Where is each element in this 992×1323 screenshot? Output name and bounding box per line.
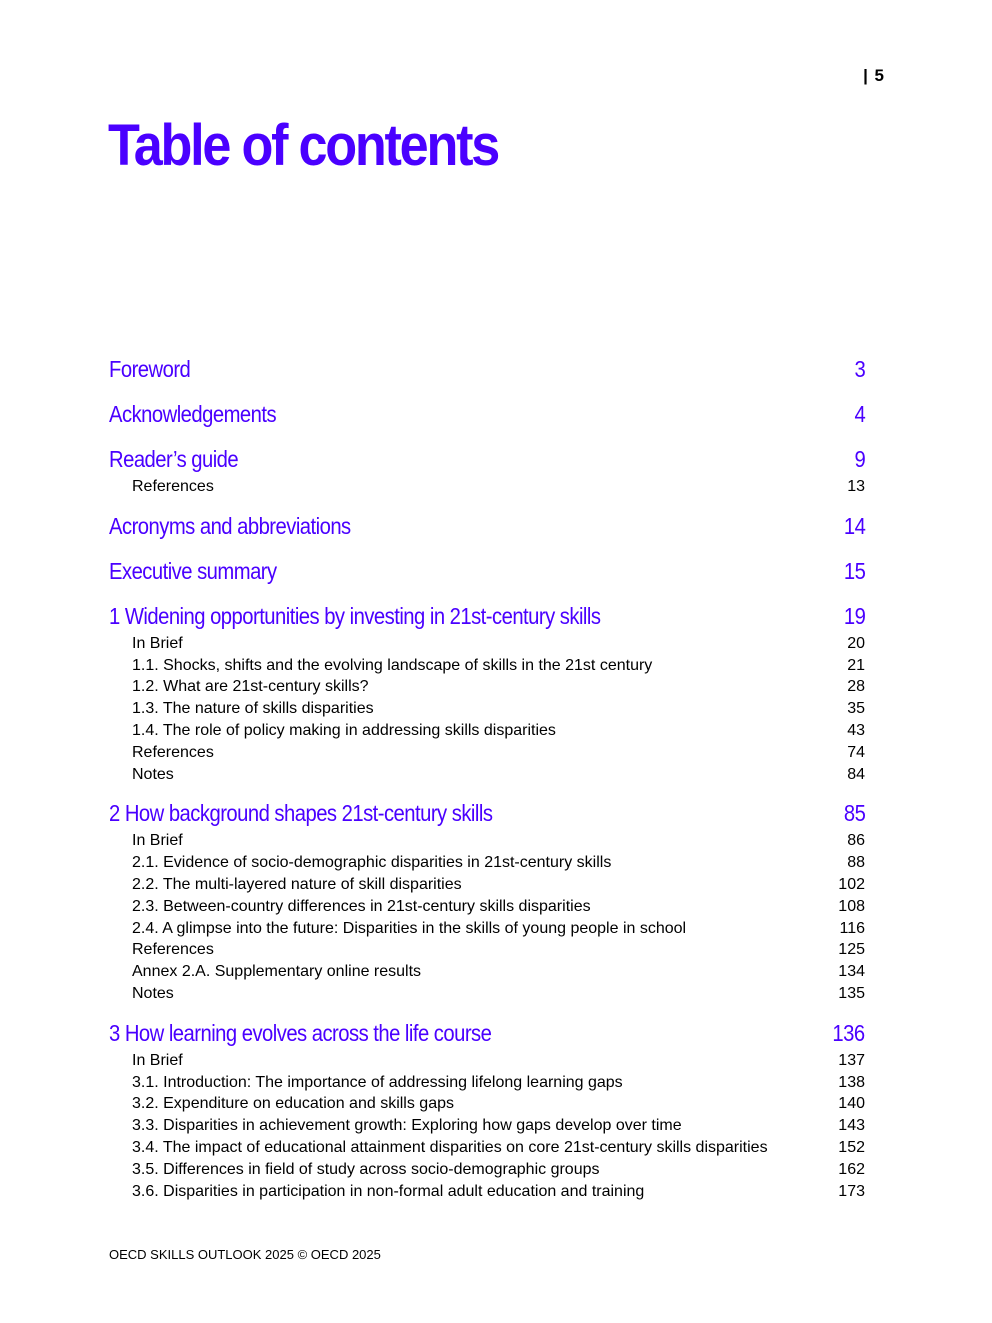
toc-entry-label[interactable]: Foreword (109, 356, 191, 382)
toc-entry-label[interactable]: 1 Widening opportunities by investing in 21st-century skills (109, 602, 601, 629)
toc-entry-page-number[interactable]: 84 (847, 765, 865, 783)
toc-chapter-entry[interactable] (109, 796, 865, 830)
toc-entry-page-number[interactable]: 136 (832, 1019, 865, 1046)
toc-entry-page-number[interactable]: 4 (854, 401, 865, 427)
toc-entry-label[interactable]: In Brief (132, 832, 183, 850)
toc-entry-label[interactable]: 1.3. The nature of skills disparities (132, 700, 374, 718)
toc-entry-page-number[interactable]: 13 (847, 478, 865, 495)
toc-entry-page-number[interactable]: 134 (838, 963, 865, 981)
toc-section-entry[interactable] (109, 676, 865, 698)
toc-section-entry[interactable] (109, 983, 865, 1005)
toc-entry-page-number[interactable]: 140 (838, 1095, 865, 1113)
toc-entry-label[interactable]: References (132, 478, 214, 495)
toc-entry-label[interactable]: 1.1. Shocks, shifts and the evolving landscape of skills in the 21st century (132, 656, 653, 674)
toc-entry-page-number[interactable]: 20 (847, 634, 865, 652)
toc-entry-label[interactable]: 2 How background shapes 21st-century skills (109, 800, 493, 827)
toc-section-entry[interactable] (109, 896, 865, 918)
toc-entry-page-number[interactable]: 102 (838, 875, 865, 893)
toc-section-entry[interactable] (109, 939, 865, 961)
toc-entry-page-number[interactable]: 9 (854, 446, 865, 472)
toc-entry-page-number[interactable]: 162 (838, 1160, 865, 1178)
toc-entry-page-number[interactable]: 74 (847, 743, 865, 761)
toc-entry-page-number[interactable]: 125 (838, 941, 865, 959)
toc-entry-page-number[interactable]: 173 (838, 1182, 865, 1200)
toc-entry-label[interactable]: In Brief (132, 634, 183, 652)
toc-entry-label[interactable]: References (132, 743, 214, 761)
toc-entry-label[interactable]: 2.4. A glimpse into the future: Disparities in the skills of young people in school (132, 919, 687, 937)
toc-section-entry[interactable] (109, 476, 865, 498)
toc-entry-label[interactable]: Acknowledgements (109, 401, 277, 427)
toc-entry-page-number[interactable]: 143 (838, 1117, 865, 1135)
toc-entry-label[interactable]: Notes (132, 984, 174, 1002)
toc-entry-label[interactable]: 3.1. Introduction: The importance of addressing lifelong learning gaps (132, 1073, 623, 1091)
toc-entry-label[interactable]: 1.2. What are 21st-century skills? (132, 678, 369, 696)
toc-section-entry[interactable] (109, 852, 865, 874)
toc-section-entry[interactable] (109, 1137, 865, 1159)
toc-entry-page-number[interactable]: 86 (847, 832, 865, 850)
toc-entry-page-number[interactable]: 85 (843, 800, 865, 827)
toc-chapter-entry[interactable] (109, 1016, 865, 1050)
toc-entry-page-number[interactable]: 21 (847, 656, 865, 674)
toc-chapter-entry[interactable] (109, 352, 865, 386)
toc-entry-label[interactable]: 3.4. The impact of educational attainment disparities on core 21st-century skills disparities (132, 1138, 768, 1156)
toc-entry-page-number[interactable]: 116 (839, 919, 865, 937)
toc-section-entry[interactable] (109, 1159, 865, 1181)
toc-section-entry[interactable] (109, 874, 865, 896)
toc-entry-label[interactable]: 3 How learning evolves across the life course (109, 1019, 492, 1046)
toc-chapter-entry[interactable] (109, 554, 865, 588)
toc-chapter-entry[interactable] (109, 442, 865, 476)
toc-entry-label[interactable]: 1.4. The role of policy making in addressing skills disparities (132, 721, 556, 739)
toc-entry-label[interactable]: Annex 2.A. Supplementary online results (132, 963, 422, 981)
toc-section-entry[interactable] (109, 918, 865, 940)
toc-entry-page-number[interactable]: 35 (847, 700, 865, 718)
toc-entry-label[interactable]: 3.5. Differences in field of study across socio-demographic groups (132, 1160, 600, 1178)
toc-entry-label[interactable]: Reader’s guide (109, 446, 239, 472)
toc-section-entry[interactable] (109, 764, 865, 786)
footer-copyright: OECD SKILLS OUTLOOK 2025 © OECD 2025 (109, 1247, 381, 1262)
toc-section-entry[interactable] (109, 1181, 865, 1203)
toc-chapter-entry[interactable] (109, 599, 865, 633)
toc-section-entry[interactable] (109, 633, 865, 655)
toc-section-entry[interactable] (109, 961, 865, 983)
toc-entry-label[interactable]: Notes (132, 765, 174, 783)
page-title: Table of contents (108, 113, 499, 178)
toc-section-entry[interactable] (109, 720, 865, 742)
toc-entry-label[interactable]: Executive summary (109, 557, 277, 584)
toc-entry-label[interactable]: 2.2. The multi-layered nature of skill disparities (132, 875, 462, 893)
toc-chapter-entry[interactable] (109, 397, 865, 431)
toc-entry-page-number[interactable]: 135 (838, 984, 865, 1002)
toc-entry-label[interactable]: 3.6. Disparities in participation in non-formal adult education and training (132, 1182, 645, 1200)
toc-entry-page-number[interactable]: 138 (838, 1073, 865, 1091)
toc-entry-label[interactable]: In Brief (132, 1051, 183, 1069)
toc-entry-label[interactable]: 2.1. Evidence of socio-demographic disparities in 21st-century skills (132, 854, 612, 872)
toc-section-entry[interactable] (109, 1093, 865, 1115)
toc-chapter-entry[interactable] (109, 509, 865, 543)
toc-entry-label[interactable]: References (132, 941, 214, 959)
toc-entry-page-number[interactable]: 3 (854, 356, 865, 382)
toc-section-entry[interactable] (109, 742, 865, 764)
toc-entry-page-number[interactable]: 108 (838, 897, 865, 915)
toc-entry-label[interactable]: 2.3. Between-country differences in 21st-century skills disparities (132, 897, 591, 915)
toc-entry-page-number[interactable]: 137 (838, 1051, 865, 1069)
toc-section-entry[interactable] (109, 655, 865, 677)
toc-section-entry[interactable] (109, 1072, 865, 1094)
toc-entry-page-number[interactable]: 14 (843, 512, 865, 539)
toc-entry-page-number[interactable]: 152 (838, 1138, 865, 1156)
toc-entry-page-number[interactable]: 28 (847, 678, 865, 696)
toc-section-entry[interactable] (109, 830, 865, 852)
toc-section-entry[interactable] (109, 698, 865, 720)
toc-entry-page-number[interactable]: 43 (847, 721, 865, 739)
toc-section-entry[interactable] (109, 1115, 865, 1137)
toc-entry-label[interactable]: Acronyms and abbreviations (109, 512, 351, 539)
toc-section-entry[interactable] (109, 1050, 865, 1072)
page-number: | 5 (863, 66, 885, 85)
toc-entry-label[interactable]: 3.3. Disparities in achievement growth: Exploring how gaps develop over time (132, 1117, 682, 1135)
toc-entry-label[interactable]: 3.2. Expenditure on education and skills gaps (132, 1095, 454, 1113)
table-of-contents (109, 352, 865, 1202)
toc-entry-page-number[interactable]: 19 (843, 602, 865, 629)
toc-entry-page-number[interactable]: 15 (843, 557, 865, 584)
toc-entry-page-number[interactable]: 88 (847, 854, 865, 872)
